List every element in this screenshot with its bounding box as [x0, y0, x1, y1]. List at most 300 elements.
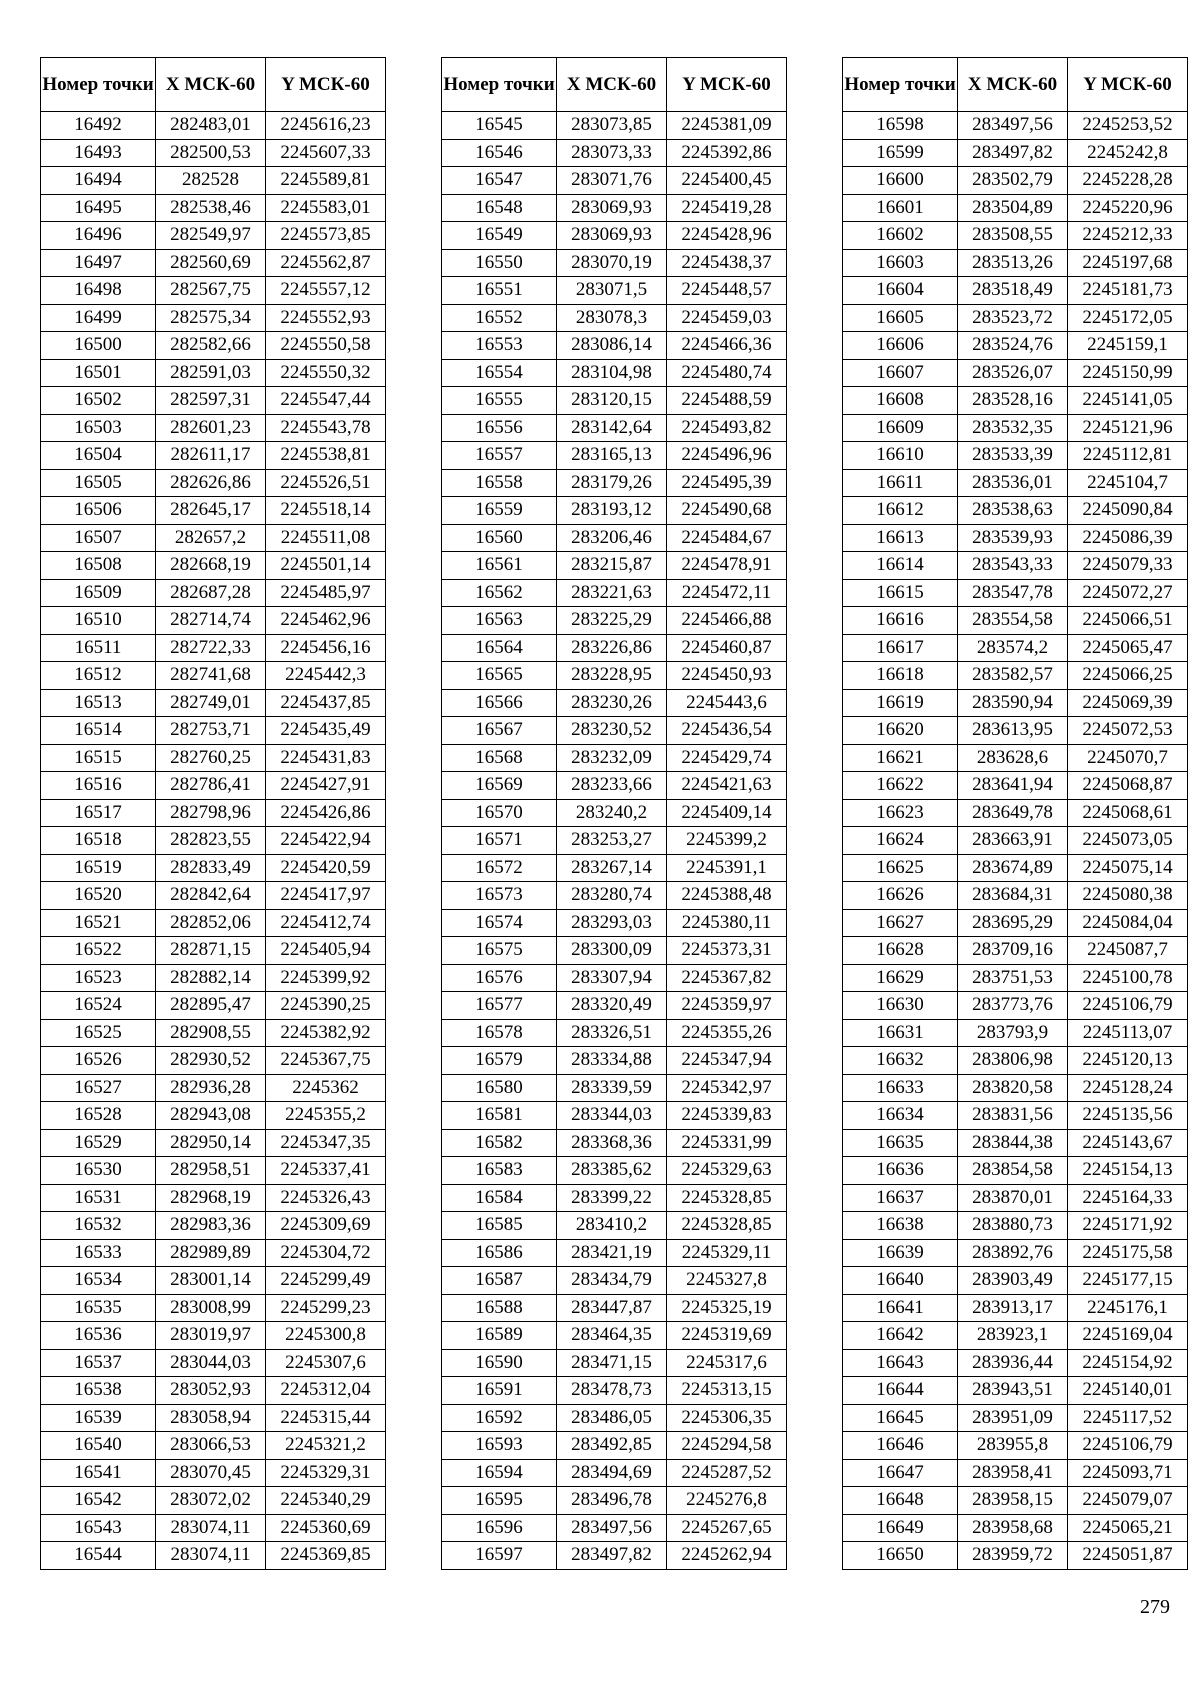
cell-x-coordinate: 283215,87 — [557, 552, 667, 580]
cell-point-number: 16568 — [442, 744, 557, 772]
cell-y-coordinate: 2245381,09 — [667, 112, 787, 140]
cell-point-number: 16529 — [41, 1129, 156, 1157]
cell-point-number: 16508 — [41, 552, 156, 580]
cell-y-coordinate: 2245300,8 — [266, 1322, 386, 1350]
cell-x-coordinate: 283494,69 — [557, 1459, 667, 1487]
cell-x-coordinate: 283019,97 — [156, 1322, 266, 1350]
cell-y-coordinate: 2245075,14 — [1068, 854, 1188, 882]
cell-y-coordinate: 2245172,05 — [1068, 304, 1188, 332]
table-row — [843, 854, 1188, 882]
cell-point-number: 16647 — [843, 1459, 958, 1487]
cell-y-coordinate: 2245438,37 — [667, 249, 787, 277]
table-row — [41, 497, 386, 525]
table-row — [843, 112, 1188, 140]
cell-y-coordinate: 2245299,49 — [266, 1267, 386, 1295]
cell-point-number: 16602 — [843, 222, 958, 250]
cell-point-number: 16546 — [442, 139, 557, 167]
table-header-row — [843, 58, 1188, 112]
cell-y-coordinate: 2245154,13 — [1068, 1157, 1188, 1185]
cell-x-coordinate: 283230,52 — [557, 717, 667, 745]
cell-x-coordinate: 283508,55 — [958, 222, 1068, 250]
table-row — [843, 1322, 1188, 1350]
cell-point-number: 16614 — [843, 552, 958, 580]
cell-point-number: 16608 — [843, 387, 958, 415]
cell-x-coordinate: 282958,51 — [156, 1157, 266, 1185]
cell-point-number: 16642 — [843, 1322, 958, 1350]
cell-point-number: 16643 — [843, 1349, 958, 1377]
table-row — [41, 552, 386, 580]
table-row — [843, 882, 1188, 910]
table-row — [442, 1019, 787, 1047]
cell-y-coordinate: 2245399,2 — [667, 827, 787, 855]
table-row — [442, 799, 787, 827]
table-row — [843, 827, 1188, 855]
cell-point-number: 16633 — [843, 1074, 958, 1102]
cell-y-coordinate: 2245128,24 — [1068, 1074, 1188, 1102]
cell-y-coordinate: 2245087,7 — [1068, 937, 1188, 965]
table-row — [442, 1239, 787, 1267]
cell-y-coordinate: 2245573,85 — [266, 222, 386, 250]
cell-y-coordinate: 2245328,85 — [667, 1212, 787, 1240]
cell-y-coordinate: 2245550,32 — [266, 359, 386, 387]
cell-y-coordinate: 2245253,52 — [1068, 112, 1188, 140]
table-row — [41, 1019, 386, 1047]
cell-y-coordinate: 2245068,87 — [1068, 772, 1188, 800]
cell-x-coordinate: 283628,6 — [958, 744, 1068, 772]
cell-x-coordinate: 282930,52 — [156, 1047, 266, 1075]
cell-x-coordinate: 283044,03 — [156, 1349, 266, 1377]
table-row — [442, 222, 787, 250]
cell-point-number: 16507 — [41, 524, 156, 552]
cell-point-number: 16567 — [442, 717, 557, 745]
table-row — [442, 992, 787, 1020]
cell-y-coordinate: 2245197,68 — [1068, 249, 1188, 277]
table-row — [442, 579, 787, 607]
cell-y-coordinate: 2245400,45 — [667, 167, 787, 195]
cell-y-coordinate: 2245337,41 — [266, 1157, 386, 1185]
cell-point-number: 16530 — [41, 1157, 156, 1185]
cell-x-coordinate: 282983,36 — [156, 1212, 266, 1240]
table-row — [442, 882, 787, 910]
cell-point-number: 16571 — [442, 827, 557, 855]
cell-x-coordinate: 282657,2 — [156, 524, 266, 552]
table-row — [843, 1487, 1188, 1515]
cell-point-number: 16509 — [41, 579, 156, 607]
header-point-number: Номер точки — [442, 58, 557, 112]
cell-y-coordinate: 2245329,11 — [667, 1239, 787, 1267]
cell-y-coordinate: 2245488,59 — [667, 387, 787, 415]
table-row — [442, 1542, 787, 1570]
table-row — [442, 167, 787, 195]
cell-x-coordinate: 283554,58 — [958, 607, 1068, 635]
table-row — [843, 634, 1188, 662]
table-row — [41, 387, 386, 415]
table-row — [843, 607, 1188, 635]
cell-point-number: 16638 — [843, 1212, 958, 1240]
cell-y-coordinate: 2245518,14 — [266, 497, 386, 525]
cell-point-number: 16566 — [442, 689, 557, 717]
cell-x-coordinate: 283590,94 — [958, 689, 1068, 717]
table-row — [843, 1542, 1188, 1570]
cell-y-coordinate: 2245405,94 — [266, 937, 386, 965]
cell-y-coordinate: 2245073,05 — [1068, 827, 1188, 855]
cell-y-coordinate: 2245543,78 — [266, 414, 386, 442]
cell-x-coordinate: 282597,31 — [156, 387, 266, 415]
cell-y-coordinate: 2245501,14 — [266, 552, 386, 580]
cell-x-coordinate: 283142,64 — [557, 414, 667, 442]
cell-point-number: 16615 — [843, 579, 958, 607]
cell-point-number: 16594 — [442, 1459, 557, 1487]
cell-y-coordinate: 2245106,79 — [1068, 1432, 1188, 1460]
cell-x-coordinate: 283518,49 — [958, 277, 1068, 305]
cell-x-coordinate: 283958,41 — [958, 1459, 1068, 1487]
cell-x-coordinate: 282626,86 — [156, 469, 266, 497]
header-x-coordinate: X МСК-60 — [958, 58, 1068, 112]
table-row — [41, 112, 386, 140]
cell-point-number: 16622 — [843, 772, 958, 800]
cell-x-coordinate: 283232,09 — [557, 744, 667, 772]
cell-x-coordinate: 283492,85 — [557, 1432, 667, 1460]
cell-y-coordinate: 2245472,11 — [667, 579, 787, 607]
cell-x-coordinate: 283524,76 — [958, 332, 1068, 360]
cell-x-coordinate: 283434,79 — [557, 1267, 667, 1295]
cell-x-coordinate: 282560,69 — [156, 249, 266, 277]
cell-y-coordinate: 2245339,83 — [667, 1102, 787, 1130]
cell-point-number: 16549 — [442, 222, 557, 250]
cell-point-number: 16645 — [843, 1404, 958, 1432]
cell-y-coordinate: 2245309,69 — [266, 1212, 386, 1240]
cell-y-coordinate: 2245113,07 — [1068, 1019, 1188, 1047]
cell-point-number: 16650 — [843, 1542, 958, 1570]
cell-y-coordinate: 2245417,97 — [266, 882, 386, 910]
cell-point-number: 16573 — [442, 882, 557, 910]
cell-point-number: 16587 — [442, 1267, 557, 1295]
cell-x-coordinate: 283228,95 — [557, 662, 667, 690]
cell-point-number: 16560 — [442, 524, 557, 552]
cell-point-number: 16613 — [843, 524, 958, 552]
table-row — [442, 1432, 787, 1460]
cell-point-number: 16575 — [442, 937, 557, 965]
cell-x-coordinate: 283339,59 — [557, 1074, 667, 1102]
cell-x-coordinate: 283923,1 — [958, 1322, 1068, 1350]
cell-y-coordinate: 2245065,21 — [1068, 1514, 1188, 1542]
cell-x-coordinate: 283523,72 — [958, 304, 1068, 332]
table-row — [41, 167, 386, 195]
table-row — [41, 1349, 386, 1377]
cell-point-number: 16498 — [41, 277, 156, 305]
cell-y-coordinate: 2245135,56 — [1068, 1102, 1188, 1130]
cell-y-coordinate: 2245066,25 — [1068, 662, 1188, 690]
cell-x-coordinate: 283066,53 — [156, 1432, 266, 1460]
cell-x-coordinate: 283447,87 — [557, 1294, 667, 1322]
cell-y-coordinate: 2245421,63 — [667, 772, 787, 800]
cell-y-coordinate: 2245177,15 — [1068, 1267, 1188, 1295]
cell-y-coordinate: 2245141,05 — [1068, 387, 1188, 415]
cell-y-coordinate: 2245164,33 — [1068, 1184, 1188, 1212]
cell-x-coordinate: 283221,63 — [557, 579, 667, 607]
cell-point-number: 16634 — [843, 1102, 958, 1130]
cell-x-coordinate: 283532,35 — [958, 414, 1068, 442]
table-row — [41, 139, 386, 167]
table-row — [843, 1019, 1188, 1047]
cell-point-number: 16646 — [843, 1432, 958, 1460]
cell-x-coordinate: 283844,38 — [958, 1129, 1068, 1157]
table-row — [442, 634, 787, 662]
cell-x-coordinate: 283951,09 — [958, 1404, 1068, 1432]
cell-y-coordinate: 2245112,81 — [1068, 442, 1188, 470]
cell-y-coordinate: 2245436,54 — [667, 717, 787, 745]
table-row — [41, 1129, 386, 1157]
table-row — [41, 964, 386, 992]
cell-x-coordinate: 282500,53 — [156, 139, 266, 167]
cell-y-coordinate: 2245212,33 — [1068, 222, 1188, 250]
cell-y-coordinate: 2245267,65 — [667, 1514, 787, 1542]
cell-y-coordinate: 2245380,11 — [667, 909, 787, 937]
cell-x-coordinate: 282567,75 — [156, 277, 266, 305]
cell-x-coordinate: 283903,49 — [958, 1267, 1068, 1295]
cell-y-coordinate: 2245326,43 — [266, 1184, 386, 1212]
cell-point-number: 16503 — [41, 414, 156, 442]
cell-y-coordinate: 2245466,88 — [667, 607, 787, 635]
cell-y-coordinate: 2245342,97 — [667, 1074, 787, 1102]
cell-point-number: 16544 — [41, 1542, 156, 1570]
cell-y-coordinate: 2245066,51 — [1068, 607, 1188, 635]
cell-y-coordinate: 2245495,39 — [667, 469, 787, 497]
cell-y-coordinate: 2245068,61 — [1068, 799, 1188, 827]
cell-point-number: 16600 — [843, 167, 958, 195]
cell-point-number: 16519 — [41, 854, 156, 882]
cell-point-number: 16590 — [442, 1349, 557, 1377]
cell-point-number: 16627 — [843, 909, 958, 937]
cell-point-number: 16526 — [41, 1047, 156, 1075]
cell-x-coordinate: 282760,25 — [156, 744, 266, 772]
table-header-row — [442, 58, 787, 112]
cell-x-coordinate: 283206,46 — [557, 524, 667, 552]
cell-x-coordinate: 283074,11 — [156, 1542, 266, 1570]
table-row — [41, 854, 386, 882]
cell-y-coordinate: 2245419,28 — [667, 194, 787, 222]
table-row — [442, 744, 787, 772]
table-row — [41, 1322, 386, 1350]
table-row — [442, 442, 787, 470]
table-row — [41, 469, 386, 497]
cell-y-coordinate: 2245511,08 — [266, 524, 386, 552]
cell-y-coordinate: 2245589,81 — [266, 167, 386, 195]
table-row — [843, 799, 1188, 827]
cell-x-coordinate: 283959,72 — [958, 1542, 1068, 1570]
table-row — [442, 1102, 787, 1130]
cell-y-coordinate: 2245412,74 — [266, 909, 386, 937]
cell-point-number: 16626 — [843, 882, 958, 910]
cell-x-coordinate: 283334,88 — [557, 1047, 667, 1075]
cell-x-coordinate: 283709,16 — [958, 937, 1068, 965]
cell-point-number: 16569 — [442, 772, 557, 800]
cell-point-number: 16596 — [442, 1514, 557, 1542]
cell-x-coordinate: 282895,47 — [156, 992, 266, 1020]
table-row — [843, 222, 1188, 250]
table-row — [442, 139, 787, 167]
table-row — [442, 662, 787, 690]
table-row — [41, 442, 386, 470]
cell-y-coordinate: 2245140,01 — [1068, 1377, 1188, 1405]
cell-y-coordinate: 2245150,99 — [1068, 359, 1188, 387]
cell-point-number: 16551 — [442, 277, 557, 305]
cell-x-coordinate: 283072,02 — [156, 1487, 266, 1515]
cell-y-coordinate: 2245367,75 — [266, 1047, 386, 1075]
cell-x-coordinate: 283478,73 — [557, 1377, 667, 1405]
cell-y-coordinate: 2245084,04 — [1068, 909, 1188, 937]
cell-x-coordinate: 282687,28 — [156, 579, 266, 607]
cell-x-coordinate: 283854,58 — [958, 1157, 1068, 1185]
cell-point-number: 16552 — [442, 304, 557, 332]
header-y-coordinate: Y МСК-60 — [1068, 58, 1188, 112]
table-row — [41, 1459, 386, 1487]
table-row — [843, 992, 1188, 1020]
cell-point-number: 16578 — [442, 1019, 557, 1047]
table-row — [41, 359, 386, 387]
cell-point-number: 16510 — [41, 607, 156, 635]
cell-x-coordinate: 283497,56 — [958, 112, 1068, 140]
table-row — [442, 1322, 787, 1350]
table-row — [41, 1047, 386, 1075]
cell-x-coordinate: 283240,2 — [557, 799, 667, 827]
cell-x-coordinate: 283793,9 — [958, 1019, 1068, 1047]
cell-point-number: 16515 — [41, 744, 156, 772]
cell-x-coordinate: 283528,16 — [958, 387, 1068, 415]
cell-y-coordinate: 2245159,1 — [1068, 332, 1188, 360]
cell-x-coordinate: 282798,96 — [156, 799, 266, 827]
table-row — [41, 1377, 386, 1405]
cell-x-coordinate: 283253,27 — [557, 827, 667, 855]
table-row — [442, 1377, 787, 1405]
cell-x-coordinate: 283504,89 — [958, 194, 1068, 222]
cell-point-number: 16493 — [41, 139, 156, 167]
table-row — [843, 744, 1188, 772]
cell-y-coordinate: 2245242,8 — [1068, 139, 1188, 167]
cell-point-number: 16500 — [41, 332, 156, 360]
table-row — [442, 1157, 787, 1185]
table-row — [843, 497, 1188, 525]
table-row — [442, 937, 787, 965]
cell-y-coordinate: 2245459,03 — [667, 304, 787, 332]
cell-y-coordinate: 2245070,7 — [1068, 744, 1188, 772]
table-row — [843, 332, 1188, 360]
table-row — [41, 1239, 386, 1267]
cell-point-number: 16494 — [41, 167, 156, 195]
cell-x-coordinate: 282786,41 — [156, 772, 266, 800]
table-row — [41, 524, 386, 552]
table-row — [442, 1459, 787, 1487]
cell-point-number: 16516 — [41, 772, 156, 800]
table-row — [41, 634, 386, 662]
cell-point-number: 16597 — [442, 1542, 557, 1570]
cell-x-coordinate: 282601,23 — [156, 414, 266, 442]
cell-point-number: 16584 — [442, 1184, 557, 1212]
cell-point-number: 16518 — [41, 827, 156, 855]
cell-point-number: 16539 — [41, 1404, 156, 1432]
cell-y-coordinate: 2245090,84 — [1068, 497, 1188, 525]
cell-x-coordinate: 283641,94 — [958, 772, 1068, 800]
cell-point-number: 16605 — [843, 304, 958, 332]
cell-x-coordinate: 283958,68 — [958, 1514, 1068, 1542]
cell-x-coordinate: 282549,97 — [156, 222, 266, 250]
table-row — [41, 937, 386, 965]
cell-x-coordinate: 283069,93 — [557, 194, 667, 222]
cell-x-coordinate: 283526,07 — [958, 359, 1068, 387]
header-y-coordinate: Y МСК-60 — [266, 58, 386, 112]
table-row — [442, 1184, 787, 1212]
cell-point-number: 16572 — [442, 854, 557, 882]
cell-point-number: 16603 — [843, 249, 958, 277]
cell-point-number: 16616 — [843, 607, 958, 635]
cell-x-coordinate: 283538,63 — [958, 497, 1068, 525]
cell-x-coordinate: 283649,78 — [958, 799, 1068, 827]
cell-x-coordinate: 283513,26 — [958, 249, 1068, 277]
cell-y-coordinate: 2245538,81 — [266, 442, 386, 470]
cell-point-number: 16604 — [843, 277, 958, 305]
cell-y-coordinate: 2245175,58 — [1068, 1239, 1188, 1267]
cell-y-coordinate: 2245431,83 — [266, 744, 386, 772]
cell-y-coordinate: 2245262,94 — [667, 1542, 787, 1570]
cell-point-number: 16635 — [843, 1129, 958, 1157]
cell-x-coordinate: 283831,56 — [958, 1102, 1068, 1130]
cell-point-number: 16577 — [442, 992, 557, 1020]
cell-y-coordinate: 2245429,74 — [667, 744, 787, 772]
cell-point-number: 16580 — [442, 1074, 557, 1102]
cell-point-number: 16610 — [843, 442, 958, 470]
table-row — [41, 1487, 386, 1515]
cell-point-number: 16630 — [843, 992, 958, 1020]
cell-x-coordinate: 283936,44 — [958, 1349, 1068, 1377]
cell-point-number: 16598 — [843, 112, 958, 140]
table-header-row — [41, 58, 386, 112]
cell-point-number: 16611 — [843, 469, 958, 497]
cell-y-coordinate: 2245493,82 — [667, 414, 787, 442]
cell-x-coordinate: 283684,31 — [958, 882, 1068, 910]
cell-point-number: 16619 — [843, 689, 958, 717]
table-row — [843, 442, 1188, 470]
cell-x-coordinate: 283385,62 — [557, 1157, 667, 1185]
cell-x-coordinate: 282722,33 — [156, 634, 266, 662]
table-row — [41, 249, 386, 277]
header-x-coordinate: X МСК-60 — [156, 58, 266, 112]
cell-y-coordinate: 2245276,8 — [667, 1487, 787, 1515]
cell-y-coordinate: 2245435,49 — [266, 717, 386, 745]
table-row — [843, 1184, 1188, 1212]
cell-x-coordinate: 283536,01 — [958, 469, 1068, 497]
table-row — [41, 222, 386, 250]
table-row — [442, 1267, 787, 1295]
cell-y-coordinate: 2245373,31 — [667, 937, 787, 965]
cell-y-coordinate: 2245562,87 — [266, 249, 386, 277]
cell-y-coordinate: 2245100,78 — [1068, 964, 1188, 992]
table-row — [442, 112, 787, 140]
cell-x-coordinate: 283820,58 — [958, 1074, 1068, 1102]
cell-y-coordinate: 2245347,35 — [266, 1129, 386, 1157]
table-row — [442, 1129, 787, 1157]
cell-x-coordinate: 283486,05 — [557, 1404, 667, 1432]
cell-point-number: 16555 — [442, 387, 557, 415]
table-row — [442, 359, 787, 387]
cell-x-coordinate: 283399,22 — [557, 1184, 667, 1212]
cell-point-number: 16579 — [442, 1047, 557, 1075]
cell-point-number: 16617 — [843, 634, 958, 662]
header-point-number: Номер точки — [843, 58, 958, 112]
table-row — [442, 854, 787, 882]
table-row — [843, 1212, 1188, 1240]
cell-x-coordinate: 283267,14 — [557, 854, 667, 882]
cell-point-number: 16636 — [843, 1157, 958, 1185]
